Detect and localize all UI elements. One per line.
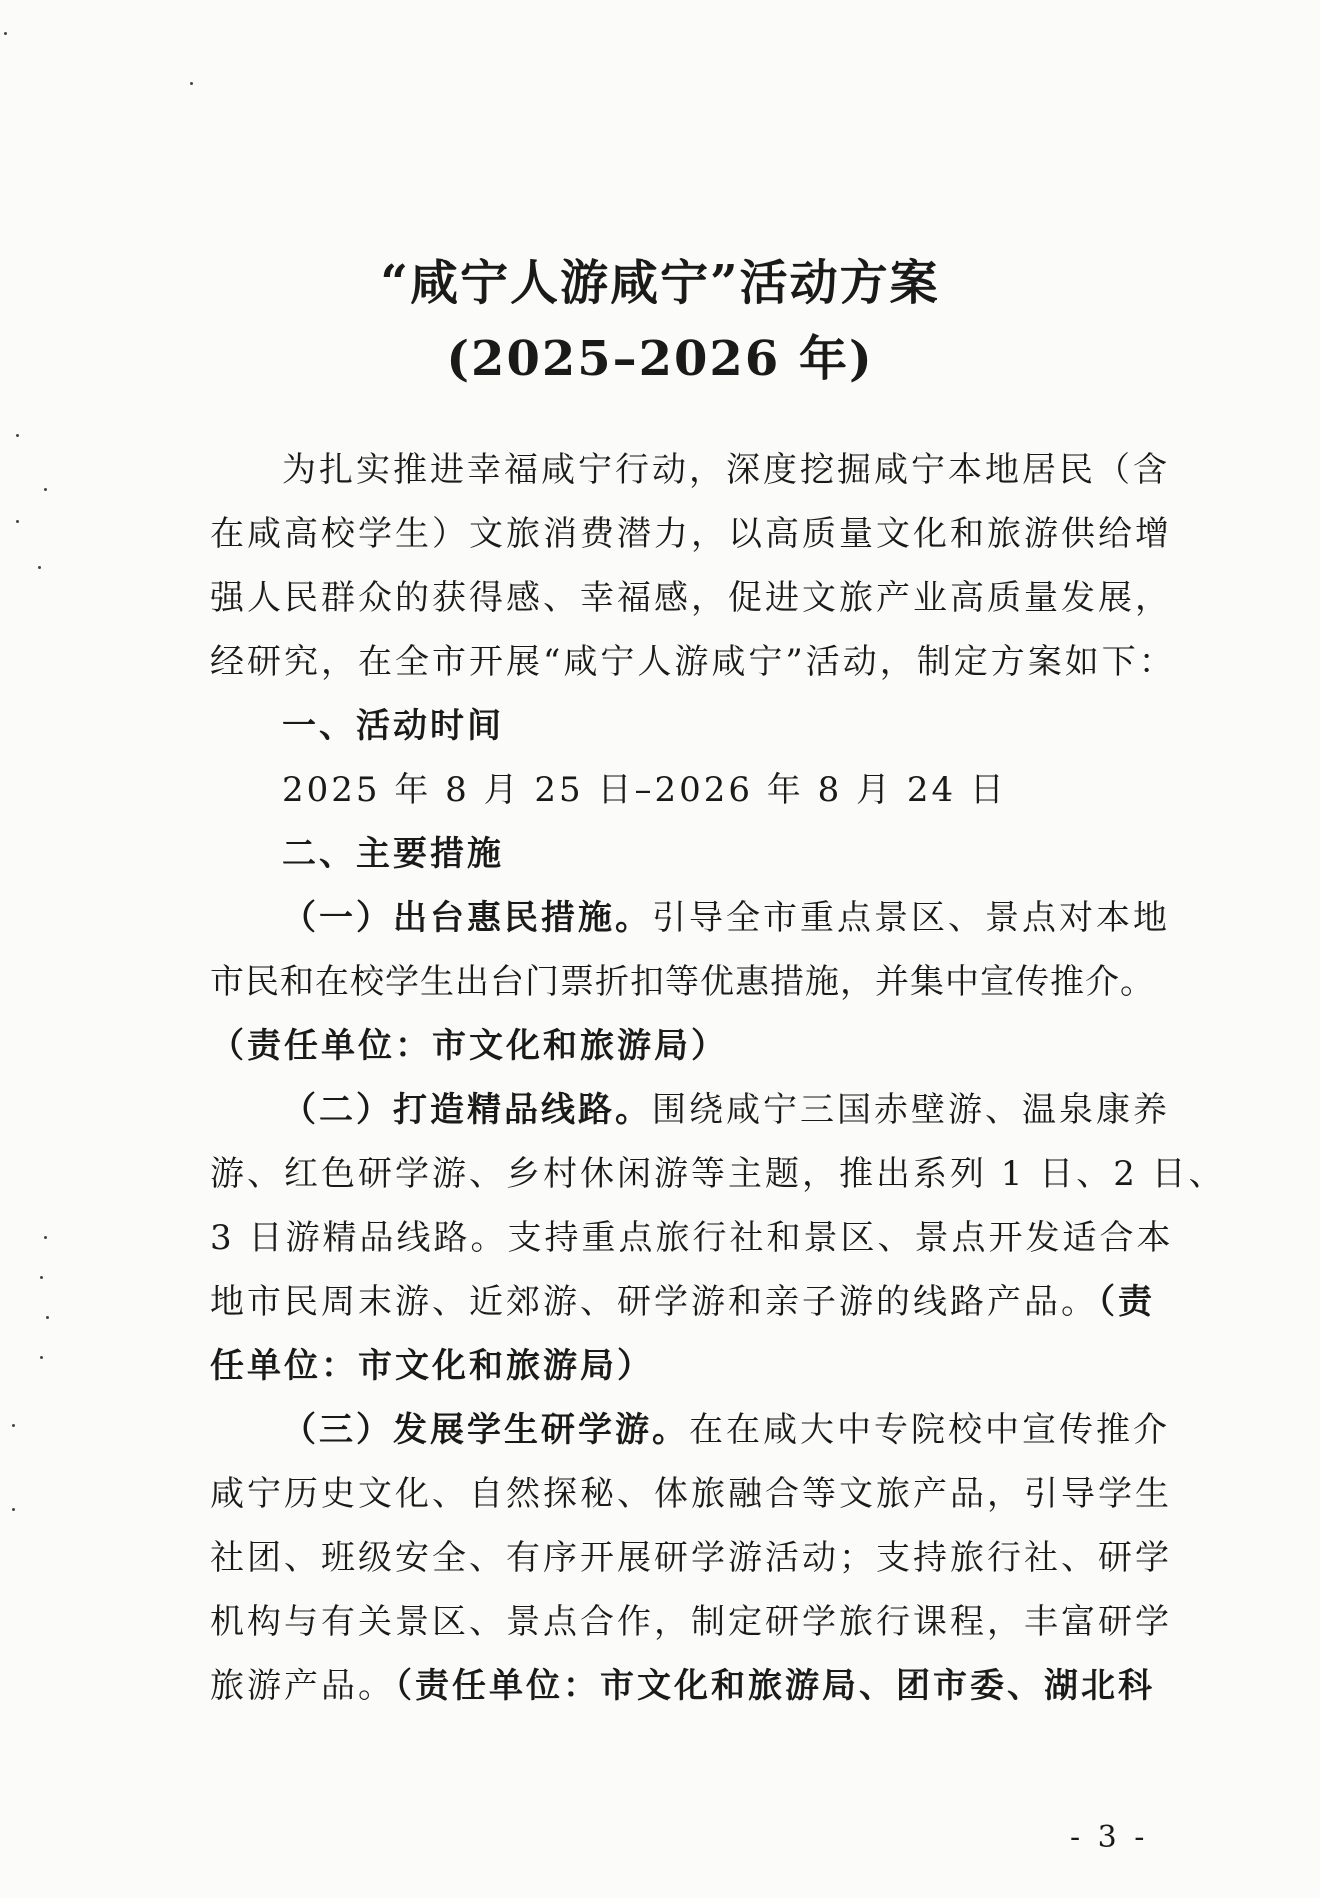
item1-lead: 引导全市重点景区、景点对本地 xyxy=(652,898,1170,938)
scan-speck xyxy=(40,1356,43,1359)
item1-label: （一）出台惠民措施。 xyxy=(282,898,652,938)
item1-line-2: 市民和在校学生出台门票折扣等优惠措施，并集中宣传推介。 xyxy=(210,962,1155,1002)
item2-first-line xyxy=(282,1090,1170,1130)
scan-speck xyxy=(190,82,193,85)
scan-speck xyxy=(46,1316,49,1319)
section2-heading: 二、主要措施 xyxy=(282,834,504,874)
item2-line-4 xyxy=(210,1282,1155,1322)
page-number: - 3 - xyxy=(1070,1820,1149,1855)
item3-label: （三）发展学生研学游。 xyxy=(282,1410,689,1450)
item3-responsibility: （责任单位：市文化和旅游局、团市委、湖北科 xyxy=(395,1666,1155,1706)
item2-line-4-text: 地市民周末游、近郊游、研学游和亲子游的线路产品。 xyxy=(210,1282,1098,1322)
scan-speck xyxy=(38,566,41,569)
intro-line-3: 强人民群众的获得感、幸福感，促进文旅产业高质量发展， xyxy=(210,578,1172,618)
item2-lead: 围绕咸宁三国赤壁游、温泉康养 xyxy=(652,1090,1170,1130)
item3-line-3: 社团、班级安全、有序开展研学游活动；支持旅行社、研学 xyxy=(210,1538,1172,1578)
item3-lead: 在在咸大中专院校中宣传推介 xyxy=(689,1410,1170,1450)
item3-line-5-text: 旅游产品。 xyxy=(210,1666,395,1706)
item2-responsibility-start: （责 xyxy=(1098,1282,1155,1322)
document-title: “咸宁人游咸宁”活动方案 xyxy=(380,255,940,311)
scan-speck xyxy=(44,1236,47,1239)
scan-speck xyxy=(4,32,7,35)
section1-heading: 一、活动时间 xyxy=(282,706,504,746)
item1-first-line xyxy=(282,898,1170,938)
scan-speck xyxy=(12,1424,15,1427)
scan-speck xyxy=(12,1508,15,1511)
item3-first-line xyxy=(282,1410,1170,1450)
section1-dates: 2025 年 8 月 25 日–2026 年 8 月 24 日 xyxy=(282,770,1007,810)
item2-line-3: 3 日游精品线路。支持重点旅行社和景区、景点开发适合本 xyxy=(210,1218,1174,1258)
item2-responsibility-end: 任单位：市文化和旅游局） xyxy=(210,1346,654,1386)
scan-speck xyxy=(44,488,47,491)
item2-line-2: 游、红色研学游、乡村休闲游等主题，推出系列 1 日、2 日、 xyxy=(210,1154,1226,1194)
intro-line-2: 在咸高校学生）文旅消费潜力，以高质量文化和旅游供给增 xyxy=(210,514,1172,554)
document-subtitle-years: (2025–2026 年) xyxy=(446,331,874,387)
intro-line-4: 经研究，在全市开展“咸宁人游咸宁”活动，制定方案如下： xyxy=(210,642,1176,682)
scan-speck xyxy=(40,1276,43,1279)
scan-speck xyxy=(16,520,19,523)
item3-line-5 xyxy=(210,1666,1155,1706)
scan-speck xyxy=(16,434,19,437)
intro-line-1: 为扎实推进幸福咸宁行动，深度挖掘咸宁本地居民（含 xyxy=(282,450,1170,490)
item3-line-4: 机构与有关景区、景点合作，制定研学旅行课程，丰富研学 xyxy=(210,1602,1172,1642)
item2-label: （二）打造精品线路。 xyxy=(282,1090,652,1130)
item1-responsibility: （责任单位：市文化和旅游局） xyxy=(210,1026,728,1066)
item3-line-2: 咸宁历史文化、自然探秘、体旅融合等文旅产品，引导学生 xyxy=(210,1474,1172,1514)
